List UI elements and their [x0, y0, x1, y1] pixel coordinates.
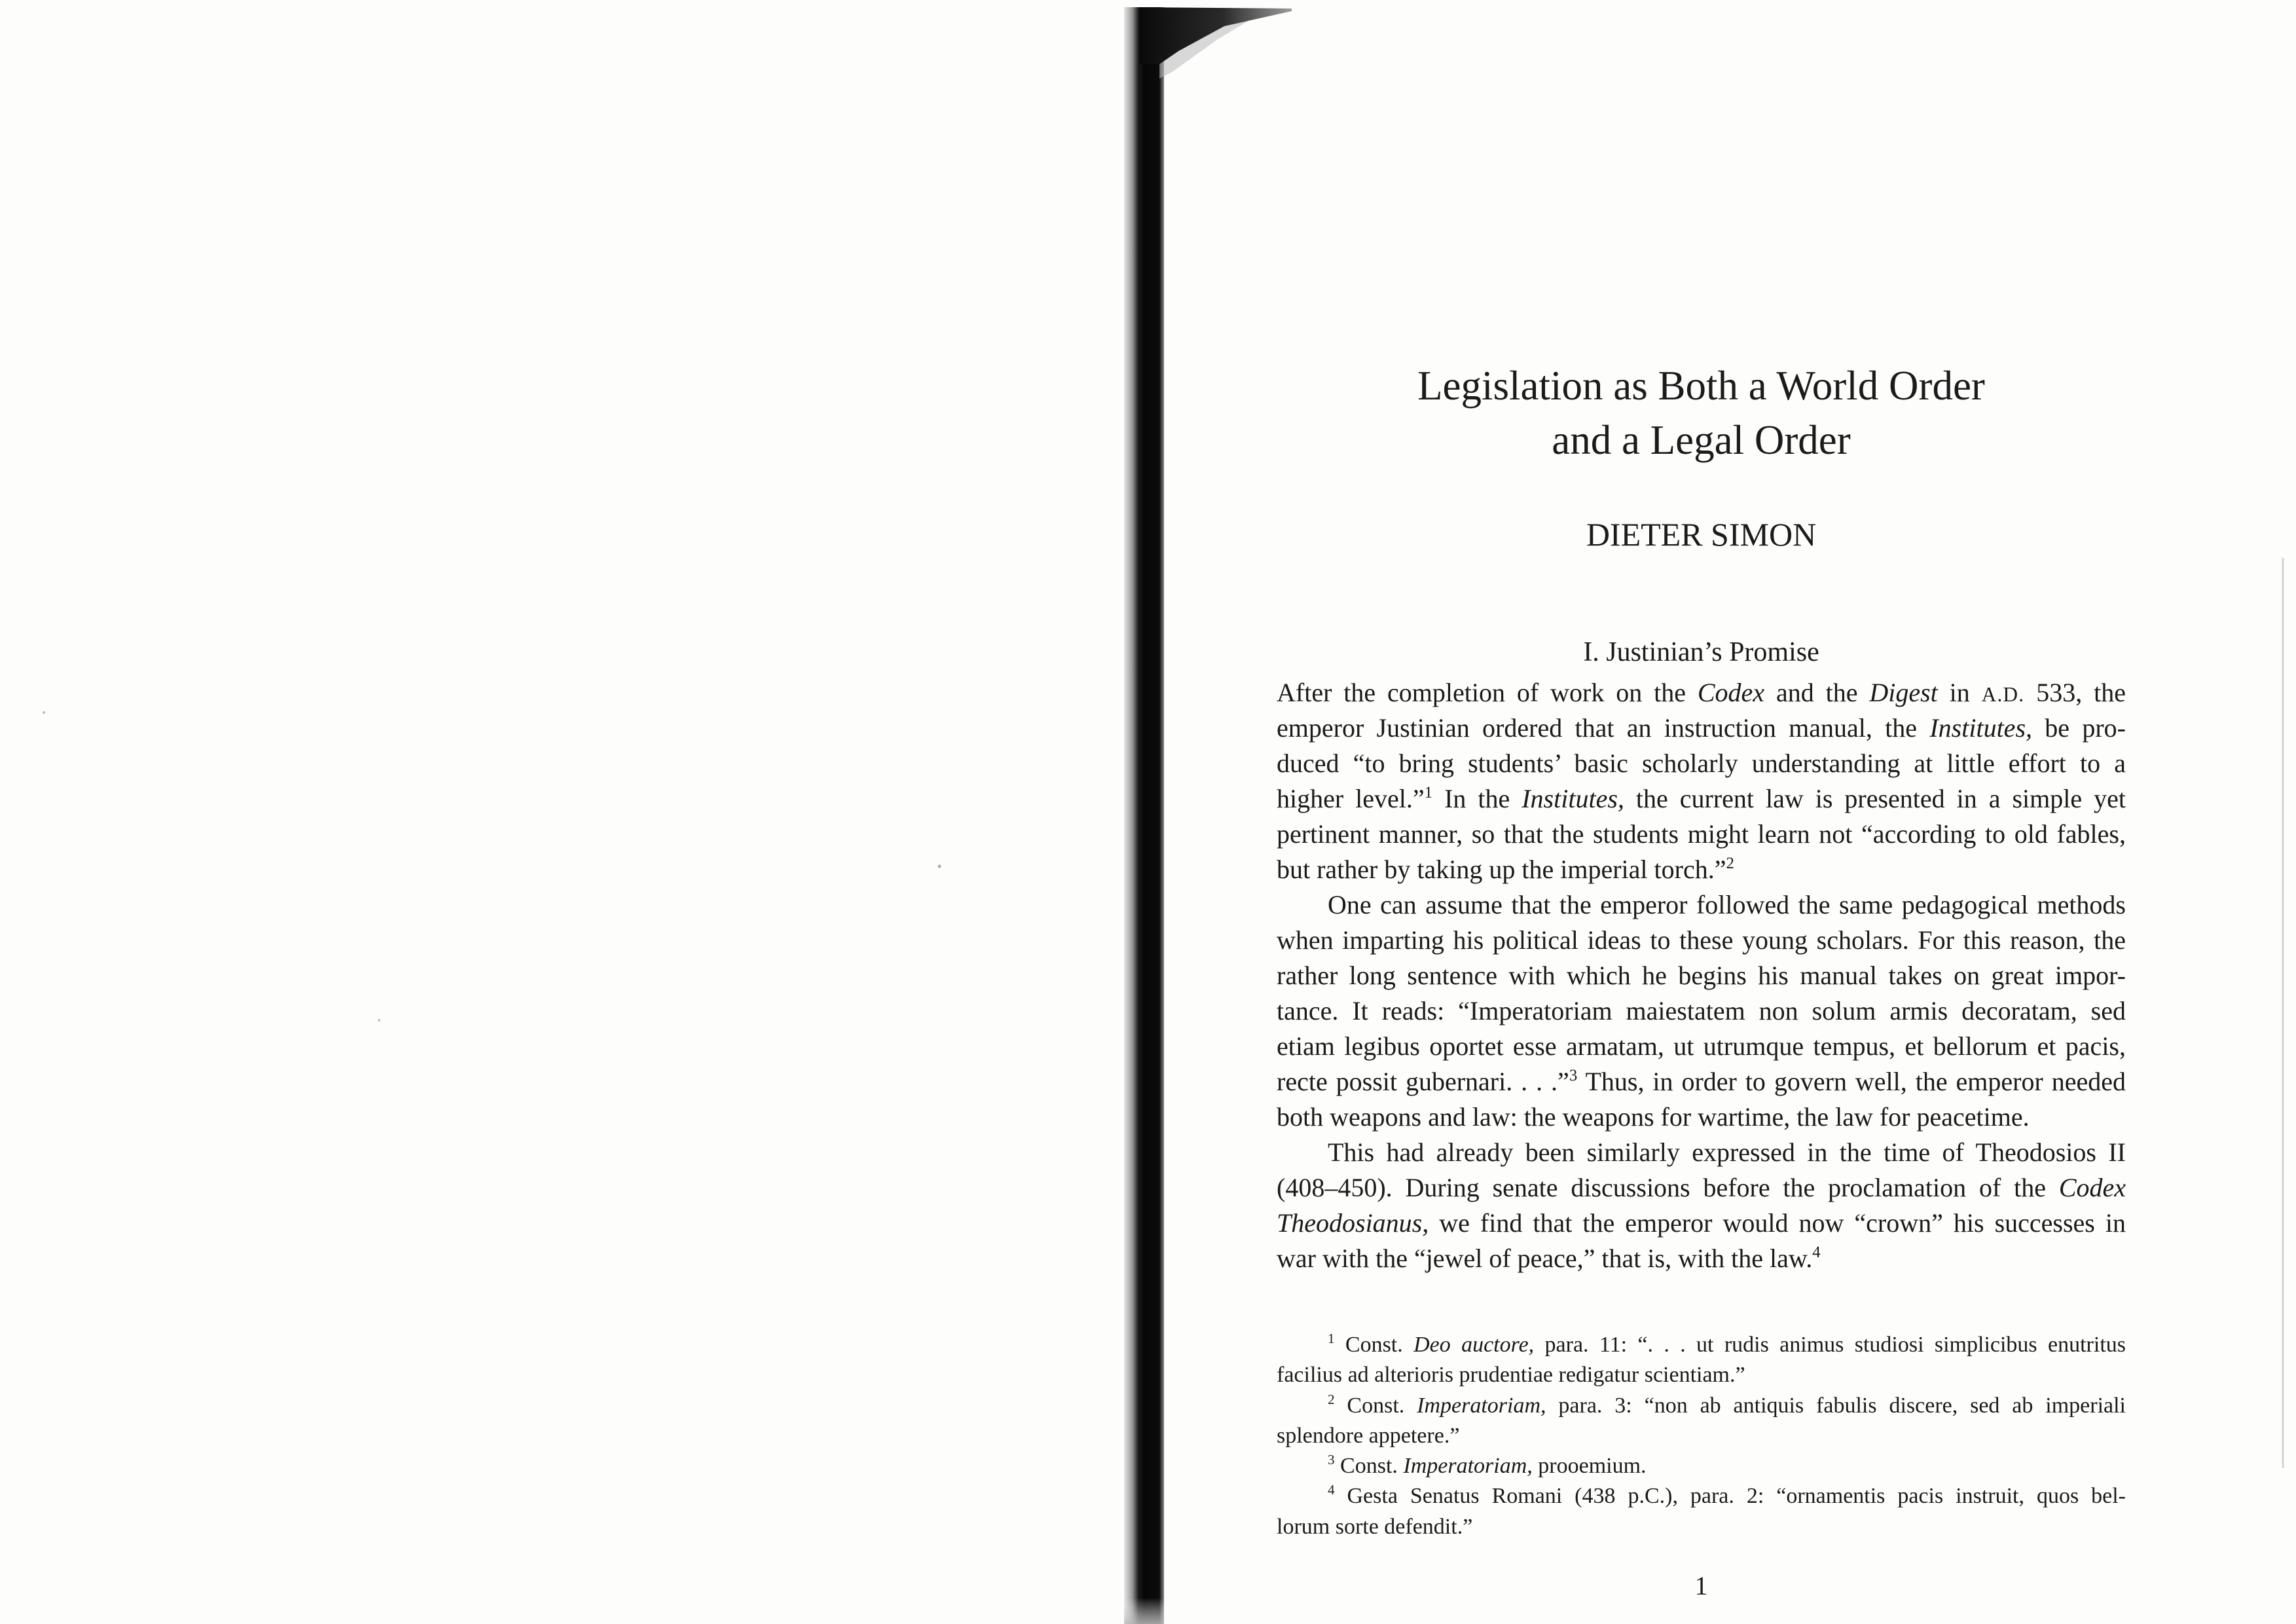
text-run: higher level.” [1277, 784, 1425, 813]
text-run: duced “to bring students’ basic scholarly understanding at little effort to a [1277, 748, 2126, 778]
text-run: the current law is presented in a simple yet [1624, 784, 2126, 813]
text-line [1277, 1421, 2126, 1451]
text-line [1277, 887, 2126, 923]
footnote [1277, 1481, 2126, 1542]
author-name: DIETER SIMON [1586, 516, 1817, 553]
text-line [1277, 1481, 2126, 1511]
text-run: Const. [1334, 1454, 1404, 1479]
text-line [1277, 1241, 2126, 1276]
smallcaps-run: A.D. [1981, 683, 2025, 706]
footnote [1277, 1391, 2126, 1452]
text-run: war with the “jewel of peace,” that is, with the law. [1277, 1244, 1813, 1273]
text-run: lorum sorte defendit.” [1277, 1514, 1473, 1539]
text-line [1277, 993, 2126, 1029]
text-run: One can assume that the emperor followed the same pedagogical methods [1328, 890, 2126, 919]
italic-run: Theodosianus, [1277, 1208, 1429, 1238]
right-page [1164, 0, 2296, 1624]
text-run: Thus, in order to govern well, the emperor needed [1577, 1067, 2126, 1096]
footnote-ref: 2 [1726, 854, 1734, 872]
text-line [1277, 710, 2126, 746]
text-run: and the [1764, 678, 1870, 707]
text-run: tance. It reads: “Imperatoriam maiestatem non solum armis decoratam, sed [1277, 996, 2126, 1025]
text-run: when imparting his political ideas to these young scholars. For this reason, the [1277, 925, 2126, 955]
body-text [1277, 675, 2126, 1276]
body-paragraph [1277, 887, 2126, 1135]
text-line [1277, 923, 2126, 958]
text-run: in [1937, 678, 1982, 707]
footnote-ref: 1 [1424, 783, 1433, 802]
text-run: Const. [1334, 1333, 1414, 1357]
text-run: After the completion of work on the [1277, 678, 1698, 707]
text-line [1277, 852, 2126, 887]
chapter-title-line: Legislation as Both a World Order [1417, 363, 1985, 409]
footnote-ref: 4 [1812, 1243, 1821, 1261]
left-page-blank [0, 0, 1124, 1624]
text-run: rather long sentence with which he begins his manual takes on great impor- [1277, 961, 2126, 990]
text-run: Const. [1334, 1393, 1417, 1418]
body-paragraph [1277, 1135, 2126, 1276]
text-run: In the [1432, 784, 1522, 813]
italic-run: Imperatoriam, [1403, 1454, 1533, 1479]
text-line [1277, 1206, 2126, 1241]
text-line [1277, 1512, 2126, 1542]
text-run: recte possit gubernari. . . .” [1277, 1067, 1569, 1096]
text-line [1277, 1135, 2126, 1170]
text-line [1277, 1330, 2126, 1360]
italic-run: Deo auctore, [1413, 1333, 1535, 1357]
italic-run: Codex [2058, 1173, 2126, 1202]
text-run: but rather by taking up the imperial torch.” [1277, 855, 1726, 884]
footnote-number: 1 [1328, 1330, 1335, 1346]
text-run: (408–450). During senate discussions before the proclamation of the [1277, 1173, 2059, 1202]
footnotes [1277, 1330, 2126, 1542]
italic-run: Codex [1697, 678, 1765, 707]
text-run: we find that the emperor would now “crown” his successes in [1429, 1208, 2126, 1238]
text-run: splendore appetere.” [1277, 1423, 1460, 1448]
italic-run: Digest [1869, 678, 1938, 707]
chapter-title [1277, 359, 2126, 468]
text-run: para. 11: “. . . ut rudis animus studiosi simplicibus enutritus [1534, 1333, 2126, 1357]
text-run: etiam legibus oportet esse armatam, ut utrumque tempus, et bellorum et pacis, [1277, 1031, 2126, 1061]
section-heading: I. Justinian’s Promise [1583, 637, 1819, 667]
italic-run: Institutes, [1522, 784, 1624, 813]
text-run: This had already been similarly expressed in the time of Theodosios II [1328, 1137, 2126, 1167]
italic-run: Imperatoriam, [1417, 1393, 1546, 1418]
text-run: be pro- [2032, 713, 2126, 743]
footnote-number: 4 [1328, 1482, 1335, 1498]
footnote-number: 2 [1328, 1391, 1335, 1407]
text-line [1277, 1099, 2126, 1135]
text-line [1277, 1170, 2126, 1206]
text-line [1277, 1391, 2126, 1421]
text-line [1277, 675, 2126, 710]
book-spine-shadow [1124, 7, 1164, 1624]
body-paragraph [1277, 675, 2126, 887]
footnote [1277, 1330, 2126, 1391]
text-line [1277, 958, 2126, 993]
text-run: pertinent manner, so that the students might learn not “according to old fables, [1277, 819, 2126, 849]
text-line [1277, 1360, 2126, 1390]
text-line [1277, 817, 2126, 852]
chapter-title-line: and a Legal Order [1552, 417, 1851, 463]
italic-run: Institutes, [1929, 713, 2033, 743]
footnote-ref: 3 [1569, 1066, 1578, 1084]
footnote-number: 3 [1328, 1452, 1335, 1468]
text-line [1277, 1029, 2126, 1064]
text-run: facilius ad alterioris prudentiae redigatur scientiam.” [1277, 1363, 1745, 1388]
text-line [1277, 1451, 2126, 1481]
spine-bottom-fade [1124, 1598, 1164, 1624]
text-run: 533, the [2024, 678, 2126, 707]
text-run: emperor Justinian ordered that an instruction manual, the [1277, 713, 1930, 743]
text-run: para. 3: “non ab antiquis fabulis discere, sed ab imperiali [1546, 1393, 2126, 1418]
footnote [1277, 1451, 2126, 1481]
text-line [1277, 746, 2126, 781]
text-line [1277, 1064, 2126, 1099]
text-run: prooemium. [1532, 1454, 1647, 1479]
page-number: 1 [1694, 1571, 1708, 1600]
text-line [1277, 781, 2126, 817]
text-run: Gesta Senatus Romani (438 p.C.), para. 2: “ornamentis pacis instruit, quos bel- [1334, 1484, 2126, 1509]
text-run: both weapons and law: the weapons for wartime, the law for peacetime. [1277, 1102, 2030, 1132]
